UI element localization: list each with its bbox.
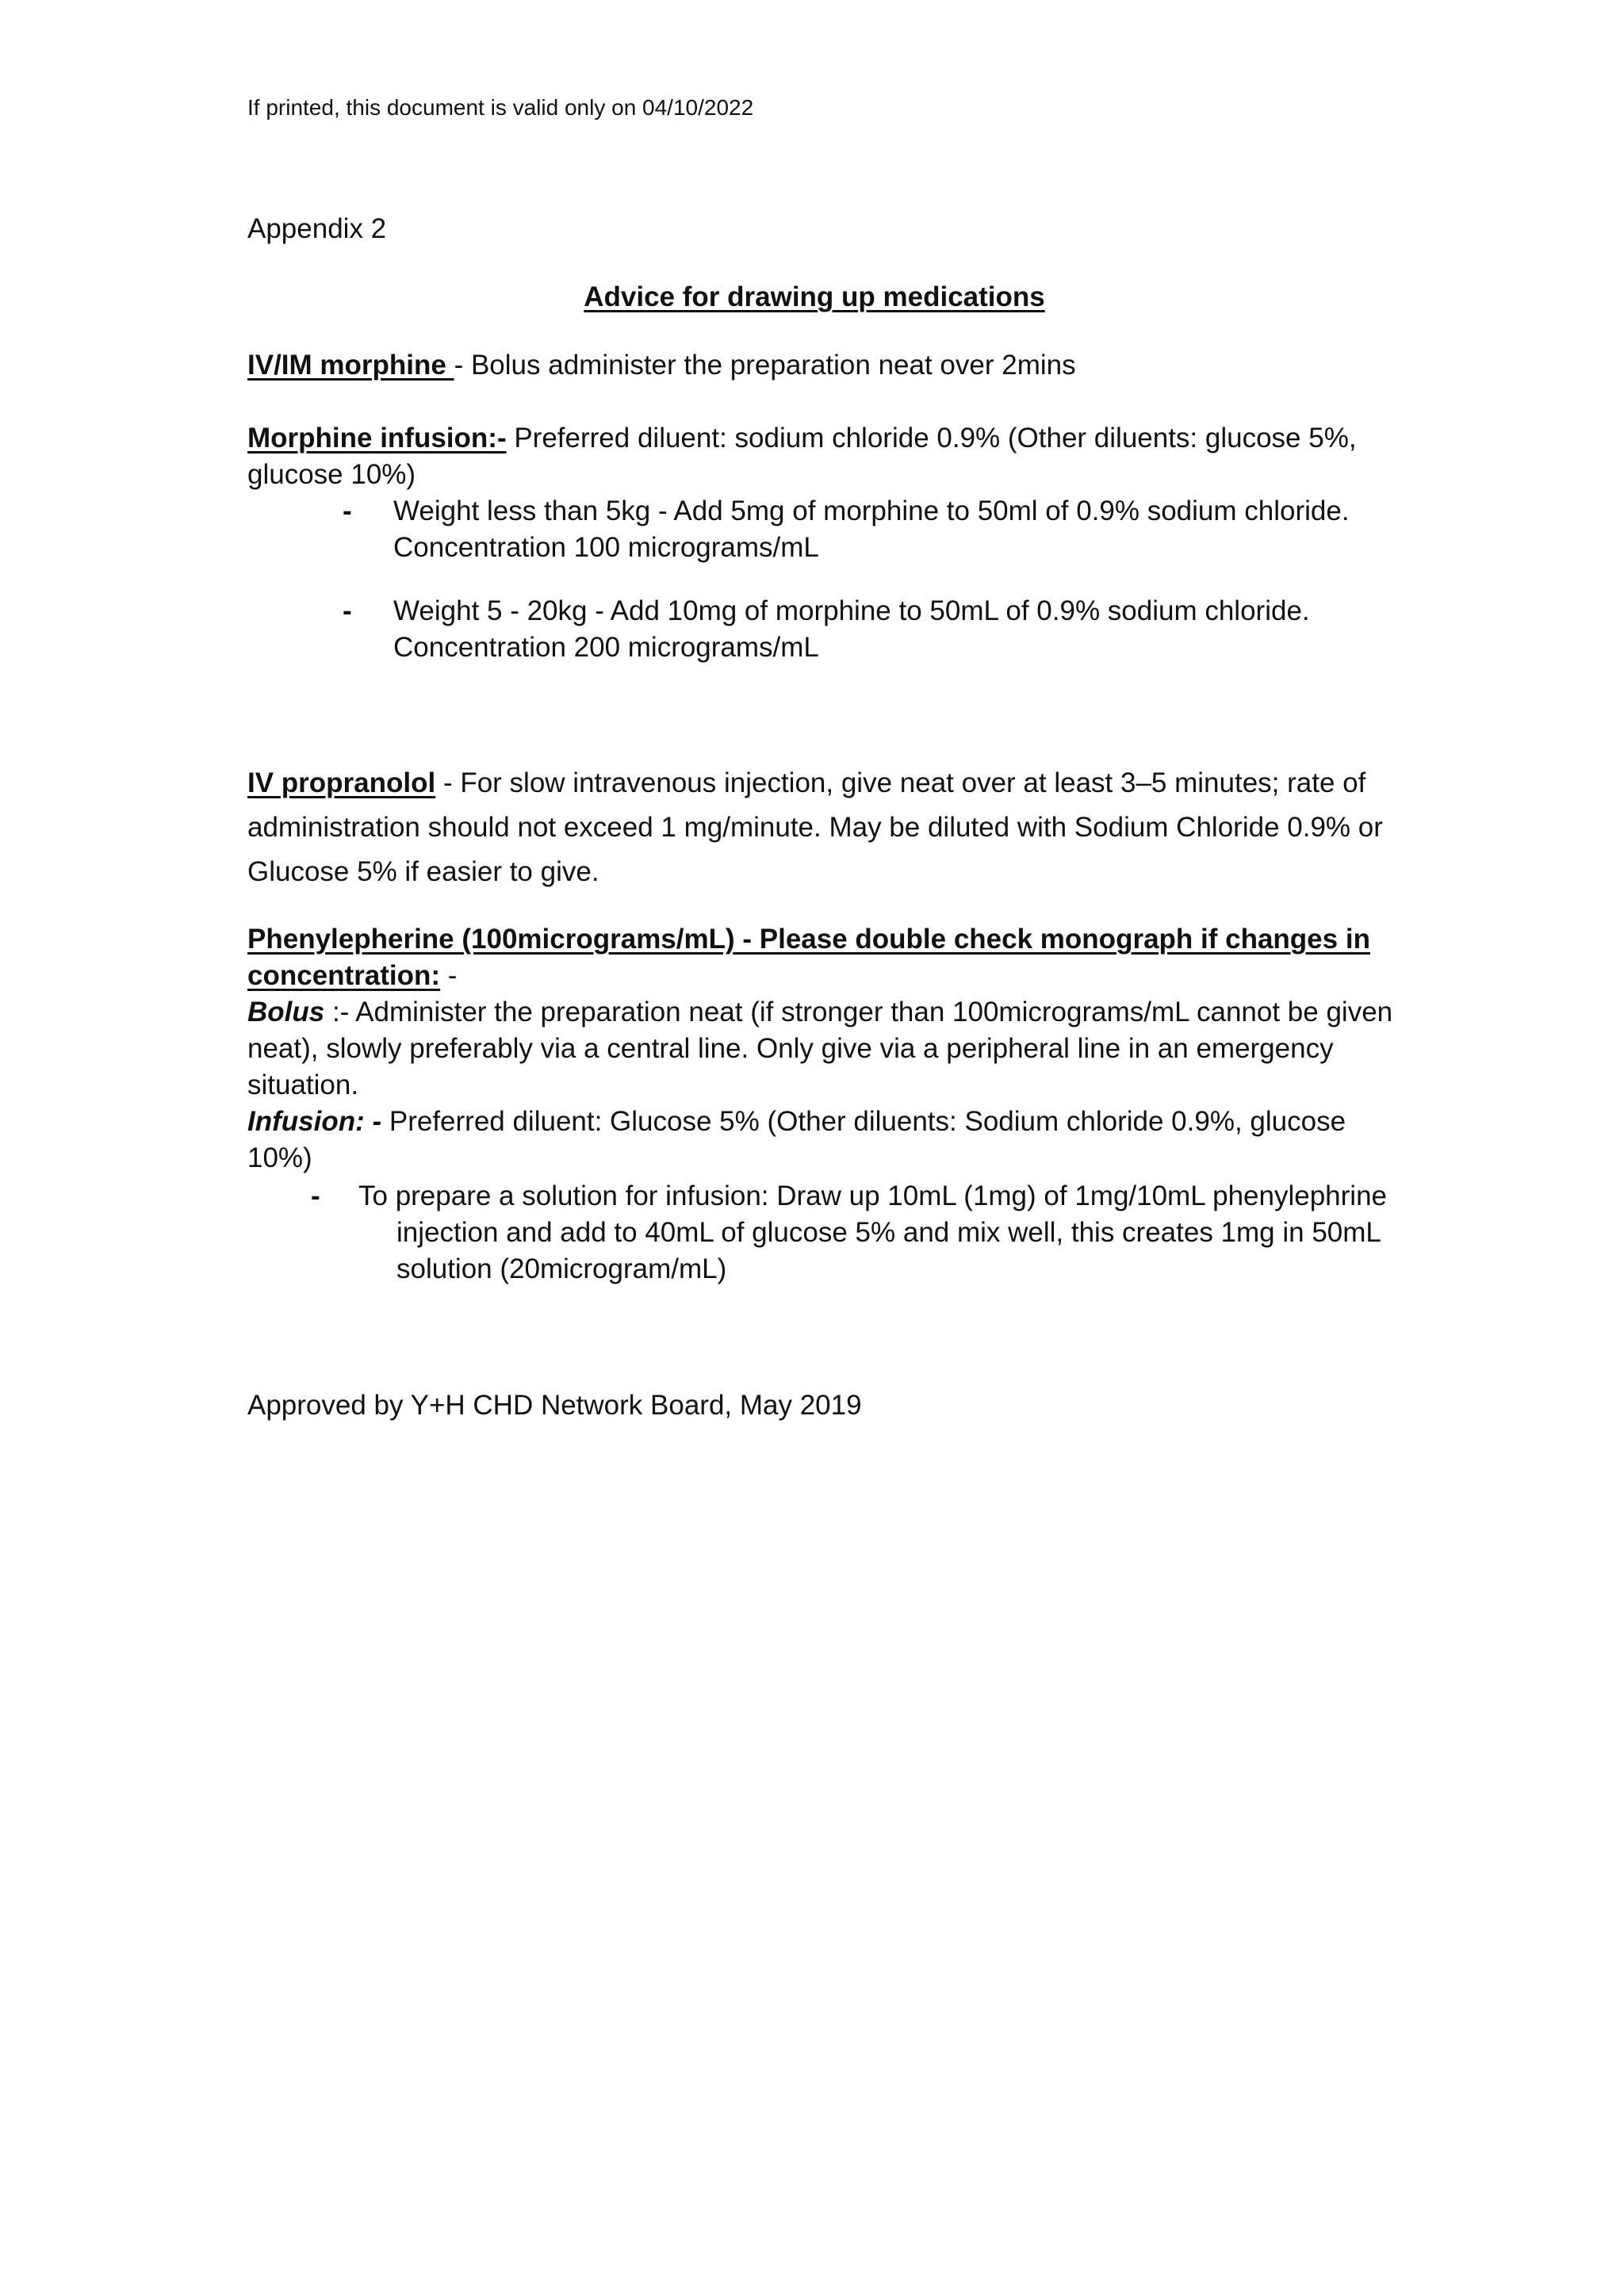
phenylephrine-bolus bbox=[247, 994, 1397, 1104]
morphine-infusion-label: Morphine infusion:- bbox=[247, 423, 507, 453]
infusion-text: Preferred diluent: Glucose 5% (Other diluents: Sodium chloride 0.9%, glucose 10%) bbox=[247, 1106, 1346, 1173]
appendix-label: Appendix 2 bbox=[247, 213, 387, 244]
phenylephrine-infusion bbox=[247, 1104, 1397, 1177]
propranolol-text: - For slow intravenous injection, give neat over at least 3–5 minutes; rate of administration should not exceed 1 mg/minute. May be diluted with Sodium Chloride 0.9% or Glucose 5% if easier to give. bbox=[247, 767, 1383, 887]
phenylephrine-heading-line bbox=[247, 921, 1397, 994]
document-title-text: Advice for drawing up medications bbox=[584, 281, 1045, 312]
phenylephrine-heading: Phenylepherine (100micrograms/mL) - Please double check monograph if changes in concentration: bbox=[247, 924, 1370, 991]
print-validity-note: If printed, this document is valid only on 04/10/2022 bbox=[247, 95, 754, 120]
section-propranolol bbox=[247, 761, 1397, 894]
section-morphine bbox=[247, 347, 1397, 384]
infusion-label: Infusion: - bbox=[247, 1106, 382, 1137]
bullet-dash: - bbox=[343, 595, 352, 626]
propranolol-label: IV propranolol bbox=[247, 767, 436, 798]
approval-note: Approved by Y+H CHD Network Board, May 2019 bbox=[247, 1390, 862, 1421]
bullet-dash: - bbox=[343, 496, 352, 526]
morphine-label: IV/IM morphine bbox=[247, 350, 454, 381]
bolus-label: Bolus bbox=[247, 997, 325, 1027]
bullet-text: Weight 5 - 20kg - Add 10mg of morphine to 50mL of 0.9% sodium chloride. Concentration 200 micrograms/mL bbox=[393, 595, 1310, 663]
document-title bbox=[0, 279, 1624, 316]
bullet-text: To prepare a solution for infusion: Draw up 10mL (1mg) of 1mg/10mL phenylephrine injection and add to 40mL of glucose 5% and mix well, this creates 1mg in 50mL solution (20microgram/mL) bbox=[358, 1181, 1387, 1284]
section-phenylephrine bbox=[247, 921, 1397, 1177]
bullet-dash: - bbox=[311, 1181, 320, 1211]
bullet-text: Weight less than 5kg - Add 5mg of morphine to 50ml of 0.9% sodium chloride. Concentration 100 micrograms/mL bbox=[393, 496, 1350, 563]
morphine-infusion-text: Preferred diluent: sodium chloride 0.9% (Other diluents: glucose 5%, glucose 10%) bbox=[247, 423, 1357, 490]
bolus-text: :- Administer the preparation neat (if stronger than 100micrograms/mL cannot be given neat), slowly preferably via a central line. Only give via a peripheral line in an emergency situation. bbox=[247, 997, 1393, 1100]
phenylephrine-heading-suffix: - bbox=[440, 960, 458, 991]
section-morphine-infusion bbox=[247, 420, 1397, 493]
morphine-text: - Bolus administer the preparation neat over 2mins bbox=[454, 350, 1076, 381]
